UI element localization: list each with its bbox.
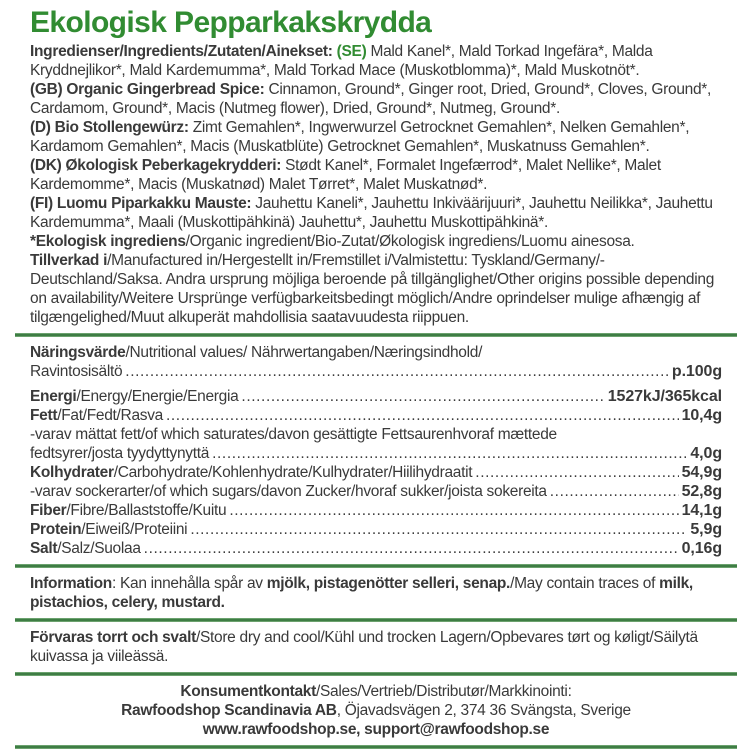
nutrient-value: 10,4g [681, 406, 722, 424]
ingredients-heading-translations: /Ingredients/Zutaten/Ainekset: [119, 42, 337, 60]
lang-tag-d: (D) Bio Stollengewürz: [30, 118, 193, 136]
ingredients-fi-text: Jauhettu Kaneli*, Jauhettu Inkiväärijuuri*, Jauhettu Neilikka*, Jauhettu Kardemumma*, Maali (Muskottipähkinä) Jauhettu*, Jauhettu Muskottipähkinä*. [30, 194, 713, 231]
ingredients-d-text: Zimt Gemahlen*, Ingwerwurzel Getrocknet Gemahlen*, Nelken Gemahlen*, Kardamom Gemahlen*, Macis (Muskatblüte) Getrocknet Gemahlen*, Muskatnuss Gemahlen*. [30, 118, 690, 155]
nutrition-row [30, 539, 722, 558]
nutrient-value: 54,9g [681, 463, 722, 481]
nutrient-value: 4,0g [690, 444, 722, 462]
dots-leader [166, 406, 679, 425]
product-title: Ekologisk Pepparkakskrydda [30, 6, 432, 39]
divider [15, 333, 737, 337]
dots-leader [125, 362, 669, 381]
storage-bold: Förvaras torrt och svalt [30, 628, 196, 646]
nutrient-value: 5,9g [690, 520, 722, 538]
dots-leader [241, 387, 604, 406]
nutrient-label: Ravintosisältö [30, 362, 123, 380]
dots-leader [550, 482, 679, 501]
ingredients-se-line [30, 42, 722, 80]
nutrient-label: Fett/Fat/Fedt/Rasva [30, 406, 163, 424]
contact-section [30, 682, 722, 739]
company-address: , Öjavadsvägen 2, 374 36 Svängsta, Sverige [336, 701, 631, 719]
allergen-info-section [30, 574, 722, 612]
ingredients-dk-text: Stødt Kanel*, Formalet Ingefærrod*, Malet Nellike*, Malet Kardemomme*, Macis (Muskatnød) Malet Tørret*, Malet Muskatnød*. [30, 156, 661, 193]
ingredients-fi-line [30, 194, 722, 232]
lang-tag-dk: (DK) Økologisk Peberkagekrydderi: [30, 156, 286, 174]
nutrient-label: fedtsyrer/josta tyydyttynyttä [30, 444, 210, 462]
manufactured-in-rest: /Manufactured in/Hergestellt in/Fremstillet i/Valmistettu: Tyskland/Germany/-Deutschland/Saksa. Andra ursprung möjliga beroende på tillgänglighet/Other origins possible depending on availability/Weitere Ursprünge verfügbarkeitsbedingt möglich/Andre oprindelser mulige afhængig af tilgængelighed/Muut alkuperät mahdollisia saatavuudesta riippuen. [30, 251, 715, 326]
nutrition-row [30, 501, 722, 520]
nutrient-label: -varav mättat fett/of which saturates/davon gesättigte Fettsaurenhvoraf mættede [30, 425, 557, 443]
nutrition-row [30, 387, 722, 406]
lang-tag-fi: (FI) Luomu Piparkakku Mauste: [30, 194, 256, 212]
nutrient-label: Energi/Energy/Energie/Energia [30, 387, 239, 405]
dots-leader [475, 463, 678, 482]
nutrient-label: Kolhydrater/Carbohydrate/Kohlenhydrate/Kulhydrater/Hiilihydraatit [30, 463, 473, 481]
dots-leader [212, 444, 687, 463]
nutrient-label: -varav sockerarter/of which sugars/davon Zucker/hvoraf sukker/joista sokereita [30, 482, 547, 500]
nutrient-label: Protein/Eiweiß/Proteiini [30, 520, 188, 538]
dots-leader [144, 539, 679, 558]
contact-address-line [30, 701, 722, 720]
nutrient-label: Fiber/Fibre/Ballaststoffe/Kuitu [30, 501, 227, 519]
lang-tag-se: (SE) [336, 42, 367, 60]
nutrition-row [30, 444, 722, 463]
ingredients-heading: Ingredienser [30, 42, 120, 60]
allergens-swedish: mjölk, pistagenötter selleri, senap. [266, 574, 511, 592]
nutrition-section [30, 343, 722, 558]
nutrient-value: 1527kJ/365kcal [607, 387, 722, 405]
organic-note [30, 232, 722, 251]
nutrition-row-pre [30, 425, 722, 444]
manufactured-in-bold: Tillverkad i [30, 251, 108, 269]
nutrient-label: Näringsvärde [30, 343, 126, 361]
lang-tag-gb: (GB) Organic Gingerbread Spice: [30, 80, 269, 98]
nutrient-value: 52,8g [681, 482, 722, 500]
nutrient-label-translations: /Nutritional values/ Nährwertangaben/Næringsindhold/ [125, 343, 483, 361]
ingredients-d-line [30, 118, 722, 156]
contact-web-email-line: www.rawfoodshop.se, support@rawfoodshop.se [202, 720, 550, 738]
ingredients-gb-line [30, 80, 722, 118]
organic-note-rest: /Organic ingredient/Bio-Zutat/Økologisk ingrediens/Luomu ainesosa. [185, 232, 635, 250]
allergen-info: Information: Kan innehålla spår av mjölk, pistagenötter selleri, senap./May contain traces of milk, pistachios, celery, mustard. [30, 574, 693, 611]
storage-section [30, 628, 722, 666]
nutrient-value: 0,16g [681, 539, 722, 557]
nutrient-label: Salt/Salz/Suolaa [30, 539, 141, 557]
nutrition-row [30, 482, 722, 501]
divider [15, 564, 737, 568]
ingredients-dk-line [30, 156, 722, 194]
nutrient-value: 14,1g [681, 501, 722, 519]
divider [15, 672, 737, 676]
nutrition-row [30, 406, 722, 425]
storage-instructions [30, 628, 722, 666]
nutrition-row [30, 520, 722, 539]
storage-rest: /Store dry and cool/Kühl und trocken Lagern/Opbevares tørt og køligt/Säilytä kuivassa ja viileässä. [30, 628, 698, 665]
ingredients-section [30, 42, 722, 327]
divider [15, 618, 737, 622]
nutrient-value: p.100g [671, 362, 722, 380]
company-name: Rawfoodshop Scandinavia AB [121, 701, 337, 719]
ingredients-se-text: Mald Kanel*, Mald Torkad Ingefära*, Malda Kryddnejlikor*, Mald Kardemumma*, Mald Torkad Mace (Muskotblomma)*, Mald Muskotnöt*. [30, 42, 653, 79]
organic-note-bold: *Ekologisk ingrediens [30, 232, 186, 250]
nutrition-row [30, 463, 722, 482]
ingredients-gb-text: Cinnamon, Ground*, Ginger root, Dried, Ground*, Cloves, Ground*, Cardamom, Ground*, Macis (Nutmeg flower), Dried, Ground*, Nutmeg, Ground*. [30, 80, 712, 117]
manufactured-in [30, 251, 722, 327]
divider [15, 745, 737, 749]
contact-roles-line: Konsumentkontakt/Sales/Vertrieb/Distributør/Markkinointi: [180, 682, 572, 700]
nutrition-header-pre [30, 343, 722, 362]
dots-leader [190, 520, 687, 539]
allergens-english: milk, pistachios, celery, mustard. [30, 574, 693, 611]
information-label: Information [30, 574, 112, 592]
dots-leader [229, 501, 678, 520]
nutrition-row [30, 362, 722, 381]
